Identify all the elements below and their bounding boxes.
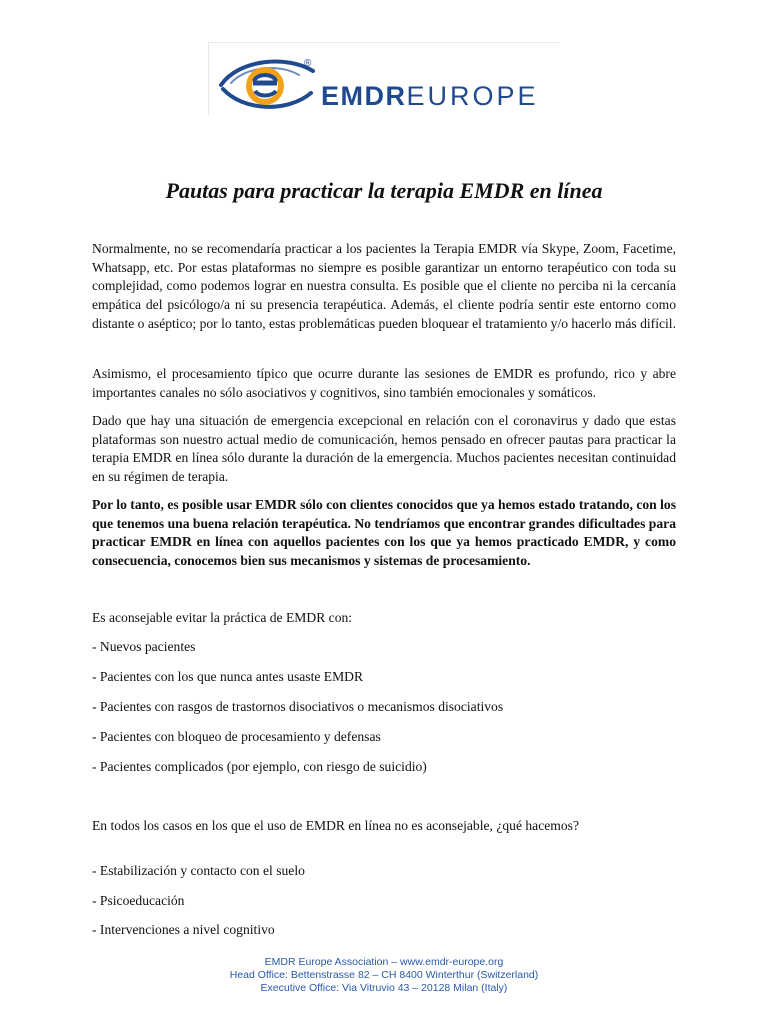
avoid-item: - Pacientes con los que nunca antes usaste EMDR (92, 669, 364, 684)
answer-item: - Intervenciones a nivel cognitivo (92, 922, 275, 937)
answer-item: - Estabilización y contacto con el suelo (92, 863, 305, 878)
footer-line-association: EMDR Europe Association – www.emdr-europe.org (264, 956, 504, 968)
avoid-item: - Pacientes con rasgos de trastornos disociativos o mecanismos disociativos (92, 699, 504, 714)
registered-mark: ® (304, 58, 312, 69)
paragraph-4-bold: Por lo tanto, es posible usar EMDR sólo con clientes conocidos que ya hemos estado tratando, con los que tenemos una buena relación terapéutica. No tendríamos que encontrar grandes dificultades para practicar EMDR en línea con aquellos pacientes con los que ya hemos practicado EMDR, y como consecuencia, conocemos bien sus mecanismos y sistemas de procesamiento. (92, 497, 676, 569)
avoid-item: - Pacientes complicados (por ejemplo, con riesgo de suicidio) (92, 759, 427, 774)
avoid-item: - Nuevos pacientes (92, 639, 196, 654)
footer-line-executive-office: Executive Office: Via Vitruvio 43 – 20128 Milan (Italy) (260, 982, 508, 994)
answer-item: - Psicoeducación (92, 893, 185, 908)
paragraph-3: Dado que hay una situación de emergencia excepcional en relación con el coronavirus y dado que estas plataformas son nuestro actual medio de comunicación, hemos pensado en ofrecer pautas para practicar la terapia EMDR en línea sólo durante la duración de la emergencia. Muchos pacientes necesitan continuidad en su régimen de terapia. (92, 413, 676, 485)
question-text: En todos los casos en los que el uso de EMDR en línea no es aconsejable, ¿qué hacemos? (92, 818, 579, 833)
avoid-intro: Es aconsejable evitar la práctica de EMDR con: (92, 610, 353, 625)
logo-word-emdr: EMDR (321, 81, 407, 111)
avoid-item: - Pacientes con bloqueo de procesamiento y defensas (92, 729, 381, 744)
logo-wordmark (321, 81, 539, 111)
document-title: Pautas para practicar la terapia EMDR en línea (165, 178, 603, 203)
eye-logo-icon (217, 53, 315, 113)
paragraph-1: Normalmente, no se recomendaría practicar a los pacientes la Terapia EMDR vía Skype, Zoom, Facetime, Whatsapp, etc. Por estas plataformas no siempre es posible garantizar un entorno terapéutico con toda su complejidad, como podemos lograr en nuestra consulta. Es posible que el cliente no perciba ni la cercanía empática del psicólogo/a ni su presencia terapéutica. Además, el cliente podría sentir este entorno como distante o aséptico; por lo tanto, estas problemáticas pueden bloquear el tratamiento y/o hacerlo más difícil. (92, 241, 676, 331)
logo-word-europe: EUROPE (406, 81, 539, 111)
footer-line-head-office: Head Office: Bettenstrasse 82 – CH 8400 Winterthur (Switzerland) (229, 969, 539, 981)
paragraph-2: Asimismo, el procesamiento típico que ocurre durante las sesiones de EMDR es profundo, rico y abre importantes canales no sólo asociativos y cognitivos, sino también emocionales y somáticos. (92, 366, 676, 400)
emdr-europe-logo (208, 42, 560, 116)
